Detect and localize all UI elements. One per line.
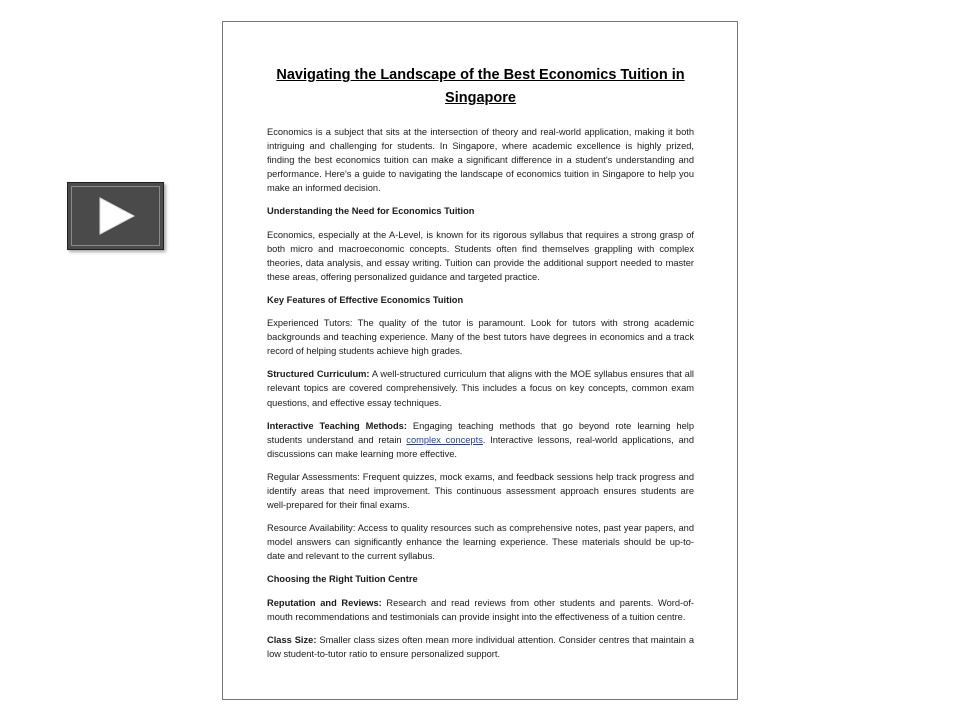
- document-page: [222, 21, 738, 700]
- section-heading-need: Understanding the Need for Economics Tuition: [267, 206, 475, 217]
- document-content: [267, 64, 694, 670]
- class-size-label: Class Size:: [267, 634, 317, 645]
- class-size-paragraph: [267, 633, 694, 661]
- section-heading-choosing: Choosing the Right Tuition Centre: [267, 574, 418, 585]
- class-size-text: Smaller class sizes often mean more individual attention. Consider centres that maintain a low student-to-tutor ratio to ensure personalized support.: [267, 634, 694, 659]
- experienced-tutors-paragraph: Experienced Tutors: The quality of the tutor is paramount. Look for tutors with strong academic backgrounds and teaching experience. Many of the best tutors have degrees in economics and a track record of helping students achieve high grades.: [267, 318, 694, 357]
- play-button[interactable]: [67, 182, 164, 250]
- complex-concepts-link[interactable]: complex concepts: [406, 434, 483, 445]
- reputation-label: Reputation and Reviews:: [267, 597, 382, 608]
- interactive-teaching-text-before: Engaging teaching methods that go beyond rote learning help students understand and retain: [267, 420, 695, 445]
- resource-availability-paragraph: Resource Availability: Access to quality resources such as comprehensive notes, past year papers, and model answers can significantly enhance the learning experience. These materials should be up-to-date and relevant to the current syllabus.: [267, 523, 694, 562]
- interactive-teaching-text-after: . Interactive lessons, real-world applications, and discussions can make learning more effective.: [267, 434, 694, 459]
- structured-curriculum-text: A well-structured curriculum that aligns with the MOE syllabus ensures that all relevant topics are covered comprehensively. This includes a focus on key concepts, common exam questions, and effective essay techniques.: [267, 369, 694, 408]
- section-heading-features: Key Features of Effective Economics Tuition: [267, 294, 464, 305]
- structured-curriculum-paragraph: [267, 367, 694, 409]
- intro-paragraph: Economics is a subject that sits at the intersection of theory and real-world application, making it both intriguing and challenging for students. In Singapore, where academic excellence is highly prized, finding the best economics tuition can make a significant difference in a student's understanding and performance. Here's a guide to navigating the landscape of economics tuition in Singapore to help you make an informed decision.: [267, 127, 694, 194]
- interactive-teaching-paragraph: [267, 419, 694, 461]
- reputation-text: Research and read reviews from other students and parents. Word-of-mouth recommendations and testimonials can provide insight into the effectiveness of a tuition centre.: [267, 597, 694, 622]
- reputation-paragraph: [267, 596, 694, 624]
- structured-curriculum-label: Structured Curriculum:: [267, 369, 370, 380]
- regular-assessments-paragraph: Regular Assessments: Frequent quizzes, mock exams, and feedback sessions help track progress and identify areas that need improvement. This continuous assessment approach ensures students are well-prepared for their final exams.: [267, 471, 694, 511]
- document-title: Navigating the Landscape of the Best Economics Tuition in Singapore: [276, 67, 685, 106]
- need-paragraph: Economics, especially at the A-Level, is known for its rigorous syllabus that requires a strong grasp of both micro and macroeconomic concepts. Students often find themselves grappling with complex theories, data analysis, and essay writing. Tuition can provide the additional support needed to master these areas, offering personalized guidance and targeted practice.: [267, 229, 694, 282]
- play-icon: [98, 196, 136, 236]
- interactive-teaching-label: Interactive Teaching Methods:: [267, 420, 407, 431]
